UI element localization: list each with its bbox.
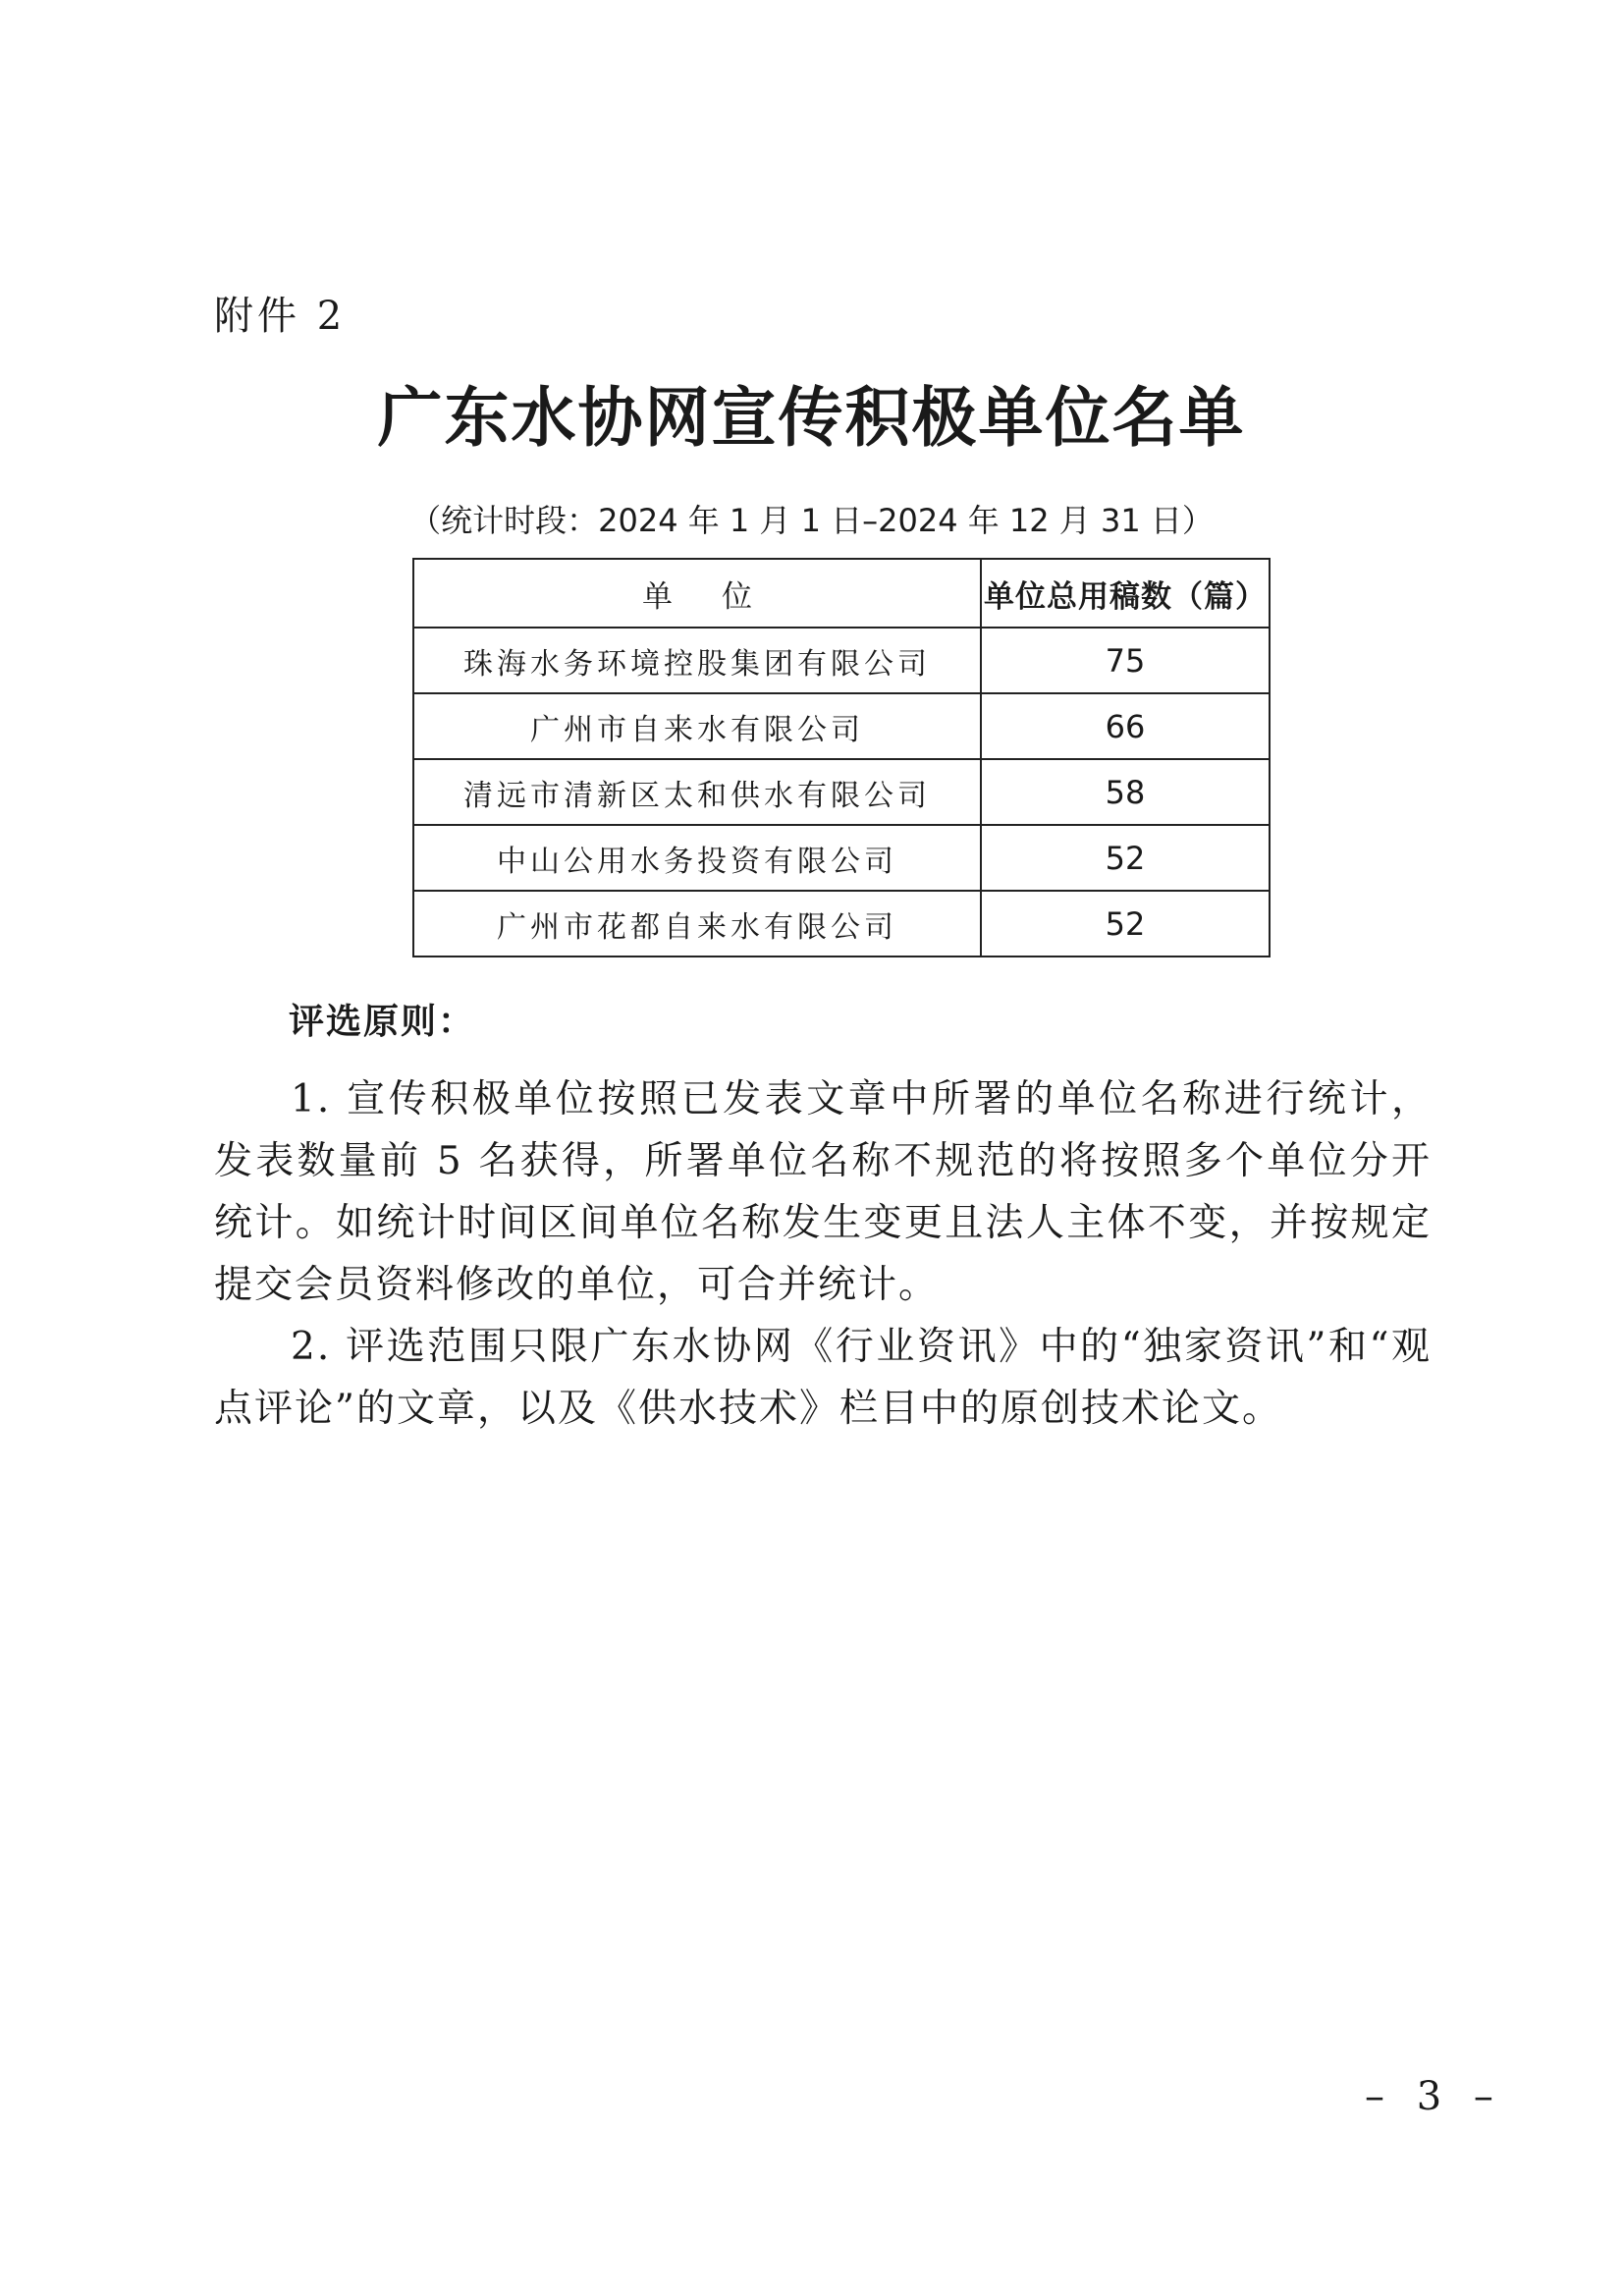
table-row — [413, 628, 1270, 693]
table-header-row — [413, 559, 1270, 628]
principle-paragraph-1: 1. 宣传积极单位按照已发表文章中所署的单位名称进行统计，发表数量前 5 名获得，所署单位名称不规范的将按照多个单位分开统计。如统计时间区间单位名称发生变更且法人主体不变，并按规定提交会员资料修改的单位，可合并统计。 — [214, 1077, 1432, 1307]
unit-name: 广州市花都自来水有限公司 — [413, 891, 981, 957]
attachment-label: 附件 2 — [214, 294, 347, 339]
table-row — [413, 891, 1270, 957]
table-row — [413, 693, 1270, 759]
article-count: 58 — [981, 759, 1270, 825]
unit-name: 清远市清新区太和供水有限公司 — [413, 759, 981, 825]
unit-name: 广州市自来水有限公司 — [413, 693, 981, 759]
principle-paragraph-2: 2. 评选范围只限广东水协网《行业资讯》中的“独家资讯”和“观点评论”的文章，以及《供水技术》栏目中的原创技术论文。 — [214, 1325, 1432, 1431]
article-count: 52 — [981, 891, 1270, 957]
page-number: – 3 – — [1365, 2074, 1503, 2119]
page-title: 广东水协网宣传积极单位名单 — [377, 380, 1246, 456]
header-unit: 单位 — [413, 559, 981, 628]
article-count: 52 — [981, 825, 1270, 891]
units-table — [412, 558, 1271, 957]
article-count: 75 — [981, 628, 1270, 693]
article-count: 66 — [981, 693, 1270, 759]
unit-name: 中山公用水务投资有限公司 — [413, 825, 981, 891]
table-row — [413, 759, 1270, 825]
principles-heading: 评选原则： — [289, 1002, 476, 1042]
header-article-count: 单位总用稿数（篇） — [981, 559, 1270, 628]
table-row — [413, 825, 1270, 891]
statistics-period: （统计时段：2024 年 1 月 1 日–2024 年 12 月 31 日） — [409, 502, 1214, 539]
unit-name: 珠海水务环境控股集团有限公司 — [413, 628, 981, 693]
